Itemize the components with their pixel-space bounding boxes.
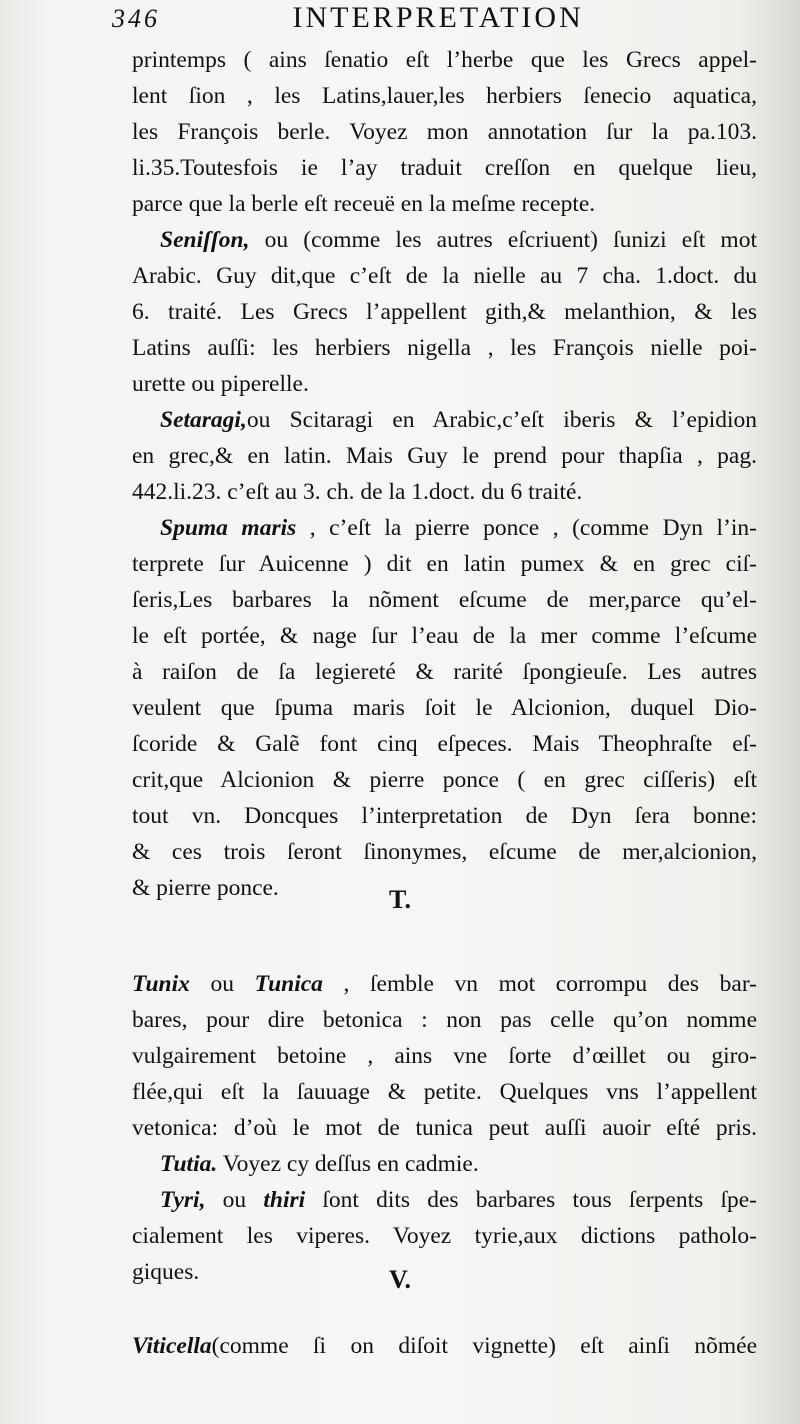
text-line [132, 258, 757, 294]
line-text: ſcoride & Galẽ font cinq eſpeces. Mais Theophraſte eſ- [132, 731, 757, 757]
section-heading-v: V. [389, 1265, 411, 1294]
line-text: ou [205, 1187, 264, 1213]
text-line [132, 1002, 757, 1038]
text-line [132, 1074, 757, 1110]
text-line [132, 726, 757, 762]
text-block-v-entries [132, 1328, 757, 1364]
entry-headword: Tutia. [160, 1151, 218, 1177]
text-line [132, 150, 757, 186]
text-line [132, 78, 757, 114]
line-text: veulent que ſpuma maris ſoit le Alcionion, duquel Dio- [132, 695, 757, 721]
line-text: lent ſion , les Latins,lauer,les herbiers ſenecio aquatica, [132, 83, 757, 109]
line-text: tout vn. Doncques l’interpretation de Dyn ſera bonne: [132, 803, 757, 829]
line-text: vulgairement betoine , ains vne ſorte d’œillet ou giro- [132, 1043, 757, 1069]
text-line [132, 1038, 757, 1074]
page-number: 346 [112, 4, 160, 33]
line-text: urette ou piperelle. [132, 371, 309, 397]
text-line [132, 966, 757, 1002]
text-line [132, 186, 757, 222]
entry-headword: Tyri, [160, 1187, 206, 1213]
line-text: flée,qui eſt la ſauuage & petite. Quelques vns l’appellent [132, 1079, 757, 1105]
line-text: cialement les viperes. Voyez tyrie,aux dictions patholo- [132, 1223, 757, 1249]
line-text: vetonica: d’où le mot de tunica peut auſſi auoir eſté pris. [132, 1115, 757, 1141]
text-line [132, 402, 757, 438]
line-text: Latins auſſi: les herbiers nigella , les François nielle poi- [132, 335, 757, 361]
text-line [132, 366, 757, 402]
line-text: , ſemble vn mot corrompu des bar- [322, 971, 757, 997]
line-text: 442.li.23. c’eſt au 3. ch. de la 1.doct. du 6 traité. [132, 479, 583, 505]
text-line [132, 762, 757, 798]
line-text: le eſt portée, & nage ſur l’eau de la mer comme l’eſcume [132, 623, 757, 649]
line-text: ou (comme les autres eſcriuent) ſunizi eſt mot [249, 227, 757, 253]
text-line [132, 474, 757, 510]
section-heading-t: T. [389, 885, 411, 914]
text-line [132, 582, 757, 618]
text-line [132, 1218, 757, 1254]
text-line [132, 42, 757, 78]
line-text: ou Scitaragi en Arabic,c’eſt iberis & l’epidion [246, 407, 757, 433]
line-text: & pierre ponce. [132, 875, 279, 901]
entry-headword: Seniſſon, [160, 227, 250, 253]
entry-headword: Viticella [132, 1333, 212, 1359]
line-text: li.35.Toutesfois ie l’ay traduit creſſon en quelque lieu, [132, 155, 757, 181]
text-line [132, 1328, 757, 1364]
line-text: à raiſon de ſa legiereté & rarité ſpongieuſe. Les autres [132, 659, 757, 685]
text-line [132, 546, 757, 582]
line-text: ſont dits des barbares tous ſerpents ſpe- [305, 1187, 757, 1213]
text-line [132, 1146, 757, 1182]
text-line [132, 114, 757, 150]
entry-headword: Tunica [254, 971, 323, 997]
text-line [132, 222, 757, 258]
line-text: parce que la berle eſt receuë en la meſme recepte. [132, 191, 596, 217]
entry-headword: Setaragi, [160, 407, 247, 433]
running-head [112, 0, 772, 40]
line-text: bares, pour dire betonica : non pas celle qu’on nomme [132, 1007, 757, 1033]
line-text: les François berle. Voyez mon annotation ſur la pa.103. [132, 119, 757, 145]
line-text: Voyez cy deſſus en cadmie. [217, 1151, 479, 1177]
text-line [132, 834, 757, 870]
text-line [132, 1110, 757, 1146]
text-line [132, 438, 757, 474]
text-line [132, 294, 757, 330]
text-line [132, 690, 757, 726]
line-text: ſeris,Les barbares la nõment eſcume de mer,parce qu’el- [132, 587, 757, 613]
text-line [132, 798, 757, 834]
line-text: printemps ( ains ſenatio eſt l’herbe que les Grecs appel- [132, 47, 757, 73]
line-text: terprete ſur Auicenne ) dit en latin pumex & en grec ciſ- [132, 551, 757, 577]
text-line [132, 618, 757, 654]
line-text: giques. [132, 1259, 200, 1285]
text-block-t-entries [132, 966, 757, 1290]
entry-headword: thiri [263, 1187, 306, 1213]
text-line [132, 330, 757, 366]
line-text: 6. traité. Les Grecs l’appellent gith,& melanthion, & les [132, 299, 757, 325]
text-line [132, 654, 757, 690]
running-title: INTERPRETATION [292, 1, 584, 34]
text-line [132, 1182, 757, 1218]
text-block-s-entries [132, 42, 757, 906]
line-text: ou [189, 971, 255, 997]
entry-headword: Tunix [132, 971, 190, 997]
line-text: crit,que Alcionion & pierre ponce ( en grec ciſſeris) eſt [132, 767, 757, 793]
line-text: Arabic. Guy dit,que c’eſt de la nielle au 7 cha. 1.doct. du [132, 263, 757, 289]
line-text: & ces trois ſeront ſinonymes, eſcume de mer,alcionion, [132, 839, 757, 865]
text-line [132, 510, 757, 546]
line-text: (comme ſi on diſoit vignette) eſt ainſi nõmée [211, 1333, 757, 1359]
entry-headword: Spuma maris [160, 515, 297, 541]
line-text: , c’eſt la pierre ponce , (comme Dyn l’in- [296, 515, 757, 541]
line-text: en grec,& en latin. Mais Guy le prend pour thapſia , pag. [132, 443, 757, 469]
